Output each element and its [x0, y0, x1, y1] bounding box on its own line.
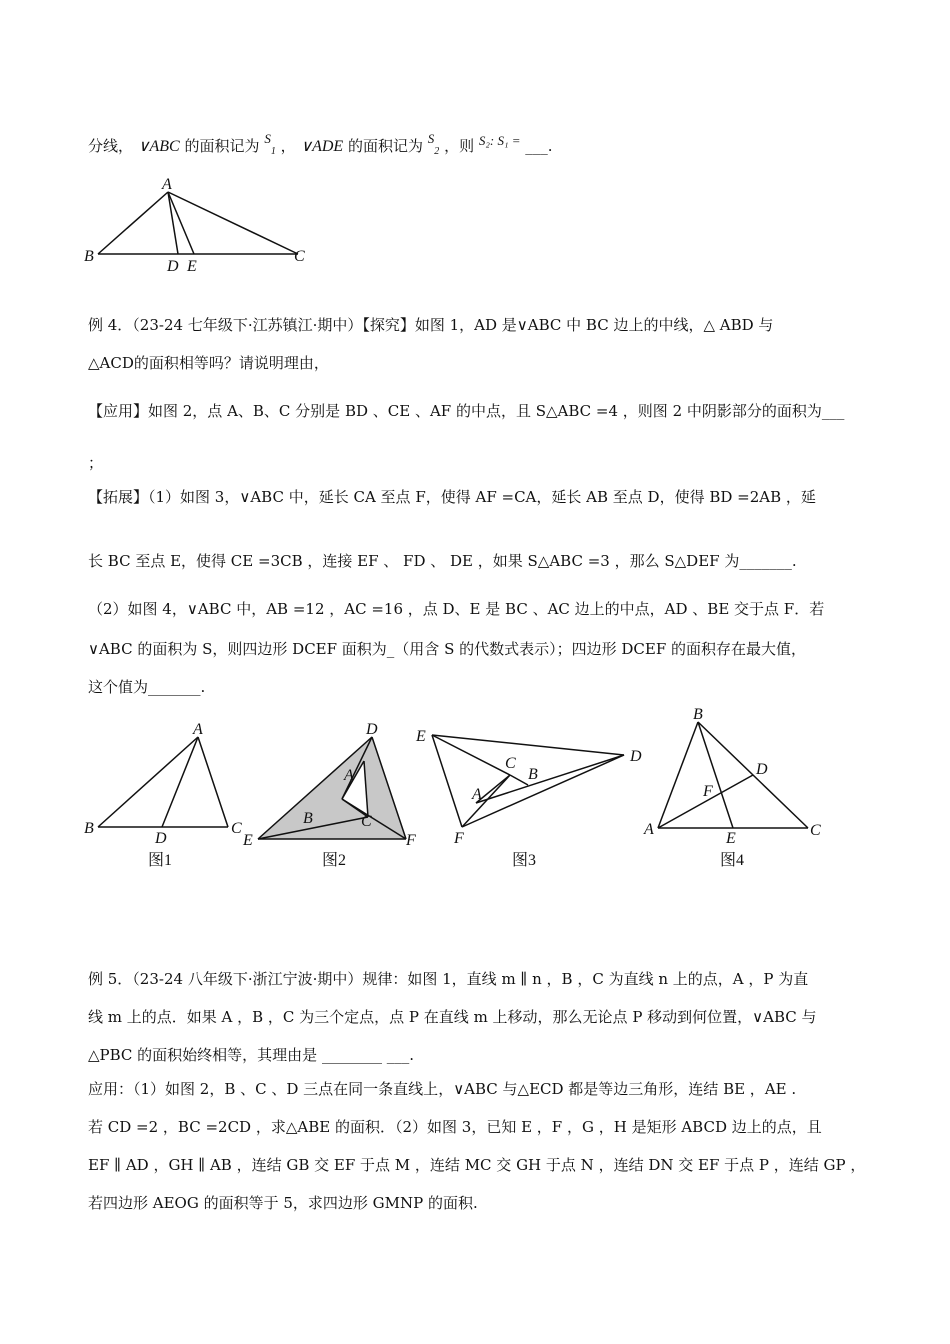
fig2-label-b: B: [303, 810, 313, 827]
ex4-line-7: （2）如图 4，∨ABC 中，AB =12 ，AC =16 ，点 D、E 是 BC 、AC 边上的中点，AD 、BE 交于点 F．若: [88, 600, 825, 618]
fig4-label-a: A: [644, 821, 654, 838]
ex5-line-5: 若 CD =2 ，BC =2CD ，求△ABE 的面积．（2）如图 3，已知 E ，F ，G ，H 是矩形 ABCD 边上的点，且: [88, 1118, 822, 1136]
ex4-line-4: ；: [88, 454, 104, 472]
fig4-label-e: E: [726, 830, 736, 847]
triangle-abc: ∨ABC: [137, 138, 180, 155]
fig4-label-b: B: [693, 706, 703, 723]
fig3-label-f: F: [454, 830, 464, 847]
fig2-label-a: A: [344, 767, 354, 784]
fig1-label-c: C: [231, 820, 242, 837]
label-c: C: [294, 248, 305, 265]
ex4-line-9: 这个值为_______.: [88, 678, 206, 696]
figure-triangle-ade: [80, 170, 320, 280]
ex5-line-6: EF ∥ AD ，GH ∥ AB ，连结 GB 交 EF 于点 M ，连结 MC 交 GH 于点 N ，连结 DN 交 EF 于点 P ，连结 GP ，: [88, 1156, 866, 1174]
fig1-label-b: B: [84, 820, 94, 837]
fig3-label-d: D: [630, 748, 642, 765]
s1-symbol: S: [264, 131, 271, 146]
fig2-label-e: E: [243, 832, 253, 849]
intro-text-a: 分线，: [88, 137, 134, 155]
ex4-line-8: ∨ABC 的面积为 S，则四边形 DCEF 面积为_（用含 S 的代数式表示）；四边形 DCEF 的面积存在最大值，: [88, 640, 807, 658]
fig4-label-f: F: [703, 783, 713, 800]
intro-text-e: ，则: [444, 137, 475, 155]
fig3-label-c: C: [505, 755, 516, 772]
ex5-line-7: 若四边形 AEOG 的面积等于 5，求四边形 GMNP 的面积.: [88, 1194, 478, 1212]
fig4-label-d: D: [756, 761, 768, 778]
fig3-label-a: A: [472, 786, 482, 803]
figure-2: [240, 715, 420, 875]
ex4-line-1: 例 4．（23-24 七年级下·江苏镇江·期中）【探究】如图 1，AD 是∨ABC 中 BC 边上的中线，△ ABD 与: [88, 316, 774, 334]
triangle-ade: ∨ADE: [300, 138, 344, 155]
fig3-label-b: B: [528, 766, 538, 783]
ex4-line-5: 【拓展】（1）如图 3，∨ABC 中，延长 CA 至点 F，使得 AF =CA，延长 AB 至点 D，使得 BD =2AB ，延: [88, 488, 816, 506]
fig2-label-f: F: [406, 832, 416, 849]
label-e: E: [187, 258, 197, 275]
s2-symbol: S: [427, 131, 435, 146]
label-b: B: [84, 248, 94, 265]
intro-text-b: 的面积记为: [184, 137, 260, 155]
intro-text-d: 的面积记为: [347, 137, 423, 155]
ex5-line-3: △PBC 的面积始终相等，其理由是 ________ ___.: [88, 1046, 414, 1064]
fig4-caption: 图4: [720, 852, 745, 869]
ex5-line-2: 线 m 上的点．如果 A ，B ，C 为三个定点，点 P 在直线 m 上移动，那么无论点 P 移动到何位置，∨ABC 与: [88, 1008, 817, 1026]
fig4-label-c: C: [810, 822, 821, 839]
figure-3: [412, 715, 652, 875]
ex4-line-3: 【应用】如图 2，点 A、B、C 分别是 BD 、CE 、AF 的中点，且 S△ABC =4 ，则图 2 中阴影部分的面积为___: [88, 402, 845, 420]
fig1-label-a: A: [193, 721, 203, 738]
ex5-line-1: 例 5．（23-24 八年级下·浙江宁波·期中）规律：如图 1，直线 m ∥ n ，B ，C 为直线 n 上的点，A ，P 为直: [88, 970, 809, 988]
fig2-caption: 图2: [322, 852, 347, 869]
label-d: D: [167, 258, 179, 275]
fig2-label-c: C: [361, 813, 372, 830]
fig3-label-e: E: [416, 728, 426, 745]
intro-text-c: ，: [280, 137, 296, 155]
fig2-label-d: D: [366, 721, 378, 738]
label-a: A: [162, 176, 172, 193]
s2-subscript: 2: [434, 146, 440, 157]
intro-line: [88, 128, 553, 163]
figure-1: [80, 715, 260, 875]
ratio-expression: S₂: S₁ =: [478, 133, 521, 148]
fig3-caption: 图3: [512, 852, 537, 869]
answer-blank: ___.: [525, 137, 553, 155]
s1-subscript: 1: [270, 146, 276, 157]
ex4-line-6: 长 BC 至点 E，使得 CE =3CB ，连接 EF 、 FD 、 DE ，如果 S△ABC =3 ，那么 S△DEF 为_______.: [88, 552, 797, 570]
ex5-line-4: 应用：（1）如图 2，B 、C 、D 三点在同一条直线上，∨ABC 与△ECD 都是等边三角形，连结 BE ，AE .: [88, 1080, 797, 1098]
figure-4: [640, 700, 840, 875]
ex4-line-2: △ACD的面积相等吗？请说明理由，: [88, 354, 329, 372]
fig1-caption: 图1: [148, 852, 173, 869]
fig1-label-d: D: [155, 830, 167, 847]
